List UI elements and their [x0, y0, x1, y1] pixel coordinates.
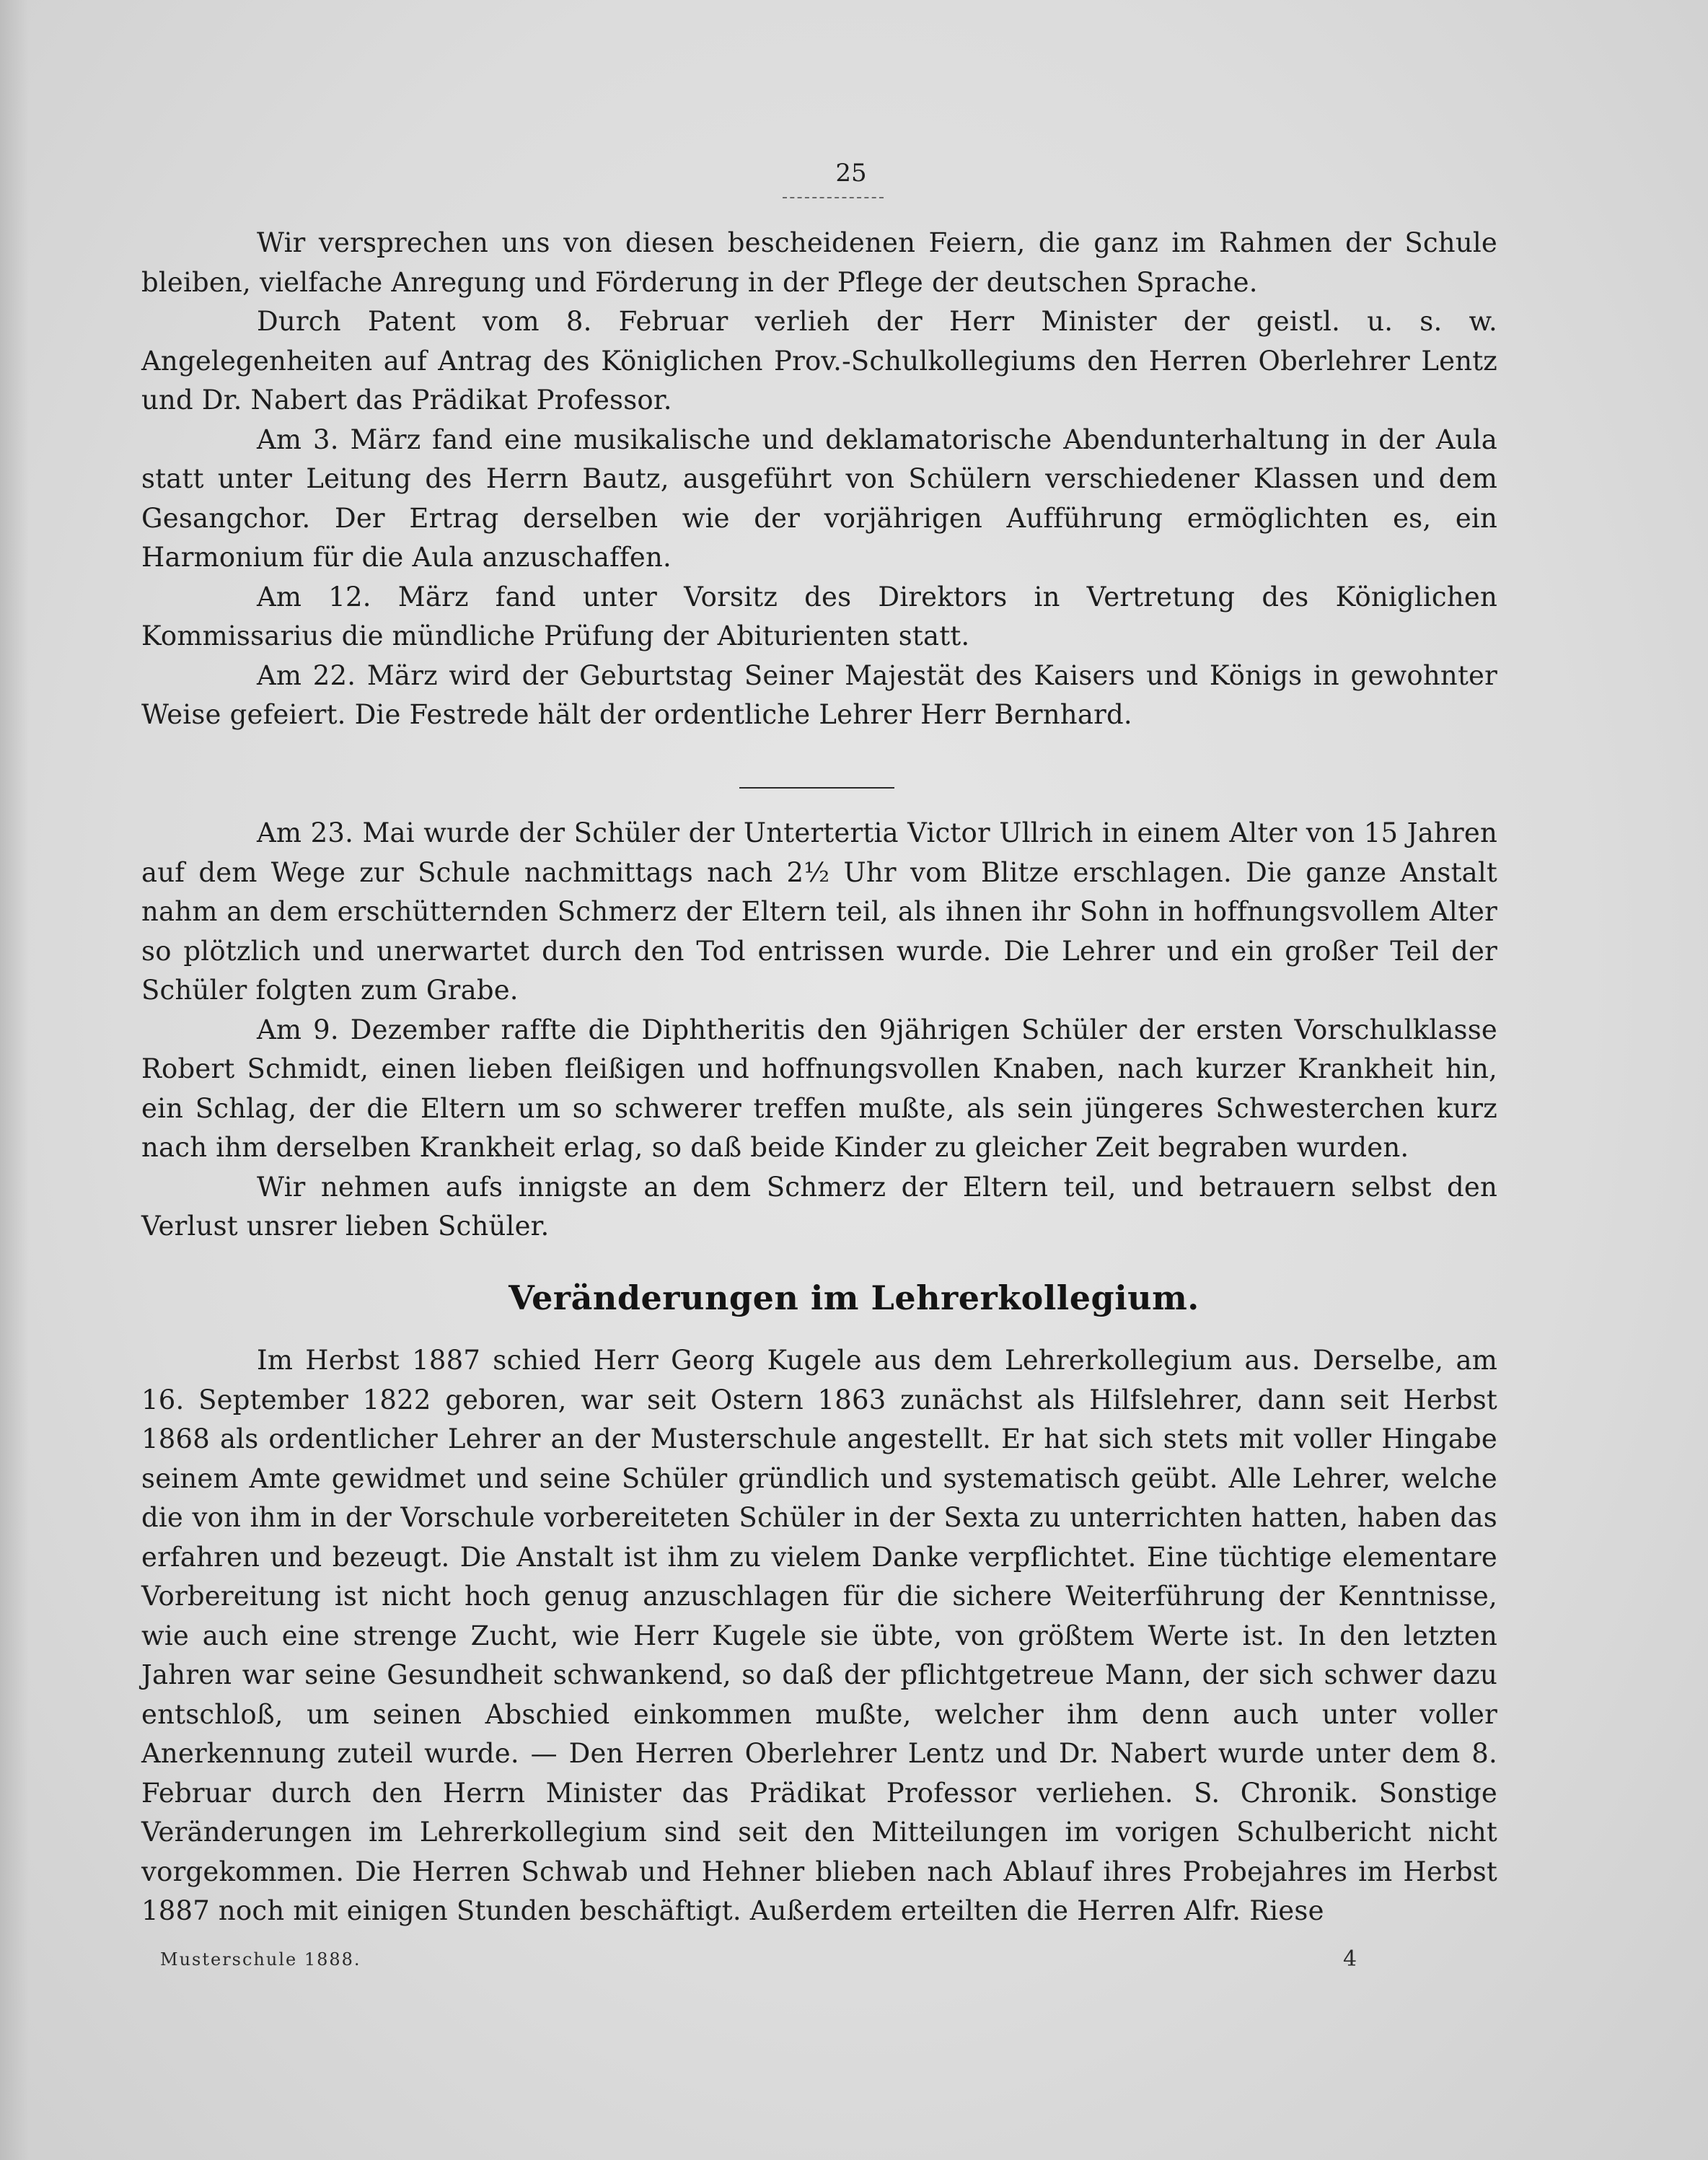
section-heading: Veränderungen im Lehrerkollegium.	[509, 1278, 1199, 1317]
section-divider	[739, 787, 894, 789]
paragraph: Am 9. Dezember raffte die Diphtheritis den 9jährigen Schüler der ersten Vorschulklasse Robert Schmidt, einen lieben fleißigen und hoffnungsvollen Knaben, nach kurzer Krankheit hin, ein Schlag, der die Eltern um so schwerer treffen mußte, als sein jüngeres Schwesterchen kurz nach ihm derselben Krankheit erlag, so daß beide Kinder zu gleicher Zeit begraben wurden.	[141, 1014, 1497, 1163]
paragraph: Durch Patent vom 8. Februar verlieh der Herr Minister der geistl. u. s. w. Angelegenheiten auf Antrag des Königlichen Prov.-Schulkollegiums den Herren Oberlehrer Lentz und Dr. Nabert das Prädikat Professor.	[141, 306, 1497, 416]
paragraph: Am 22. März wird der Geburtstag Seiner Majestät des Kaisers und Königs in gewohnter Weise gefeiert. Die Festrede hält der ordentliche Lehrer Herr Bernhard.	[141, 659, 1497, 730]
paragraph: Wir versprechen uns von diesen bescheidenen Feiern, die ganz im Rahmen der Schule bleiben, vielfache Anregung und Förderung in der Pflege der deutschen Sprache.	[141, 227, 1497, 298]
paragraph: Am 23. Mai wurde der Schüler der Untertertia Victor Ullrich in einem Alter von 15 Jahren auf dem Wege zur Schule nachmittags nach 2½ Uhr vom Blitze erschlagen. Die ganze Anstalt nahm an dem erschütternden Schmerz der Eltern teil, als ihnen ihr Sohn in hoffnungsvollem Alter so plötzlich und unerwartet durch den Tod entrissen wurde. Die Lehrer und ein großer Teil der Schüler folgten zum Grabe.	[141, 817, 1497, 1006]
page-edge-shadow	[0, 0, 29, 2160]
paragraph: Im Herbst 1887 schied Herr Georg Kugele aus dem Lehrerkollegium aus. Derselbe, am 16. September 1822 geboren, war seit Ostern 1863 zunächst als Hilfslehrer, dann seit Herbst 1868 als ordentlicher Lehrer an der Musterschule angestellt. Er hat sich stets mit voller Hingabe seinem Amte gewidmet und seine Schüler gründlich und systematisch geübt. Alle Lehrer, welche die von ihm in der Vorschule vorbereiteten Schüler in der Sexta zu unterrichten hatten, haben das erfahren und bezeugt. Die Anstalt ist ihm zu vielem Danke verpflichtet. Eine tüchtige elementare Vorbereitung ist nicht hoch genug anzuschlagen für die sichere Weiterführung der Kenntnisse, wie auch eine strenge Zucht, wie Herr Kugele sie übte, von größtem Werte ist. In den letzten Jahren war seine Gesundheit schwankend, so daß der pflichtgetreue Mann, der sich schwer dazu entschloß, um seinen Abschied einkommen mußte, welcher ihm denn auch unter voller Anerkennung zuteil wurde. — Den Herren Oberlehrer Lentz und Dr. Nabert wurde unter dem 8. Februar durch den Herrn Minister das Prädikat Professor verliehen. S. Chronik. Sonstige Veränderungen im Lehrerkollegium sind seit den Mitteilungen im vorigen Schulbericht nicht vorgekommen. Die Herren Schwab und Hehner blieben nach Ablauf ihres Probejahres im Herbst 1887 noch mit einigen Stunden beschäftigt. Außerdem erteilten die Herren Alfr. Riese	[141, 1345, 1497, 1926]
footer-signature: Musterschule 1888.	[160, 1949, 361, 1970]
paragraph: Am 12. März fand unter Vorsitz des Direktors in Vertretung des Königlichen Kommissarius die mündliche Prüfung der Abiturienten statt.	[141, 581, 1497, 651]
chronicle-section	[141, 224, 1497, 735]
paragraph: Wir nehmen aufs innigste an dem Schmerz der Eltern teil, und betrauern selbst den Verlust unsrer lieben Schüler.	[141, 1171, 1497, 1242]
page-number: 25	[835, 159, 867, 188]
page-number-underline	[783, 197, 884, 198]
footer-sheet-number: 4	[1343, 1946, 1357, 1972]
obituary-section	[141, 814, 1497, 1247]
paragraph: Am 3. März fand eine musikalische und deklamatorische Abendunterhaltung in der Aula statt unter Leitung des Herrn Bautz, ausgeführt von Schülern verschiedener Klassen und dem Gesangchor. Der Ertrag derselben wie der vorjährigen Aufführung ermöglichten es, ein Harmonium für die Aula anzuschaffen.	[141, 423, 1497, 573]
faculty-changes-section	[141, 1341, 1497, 1931]
